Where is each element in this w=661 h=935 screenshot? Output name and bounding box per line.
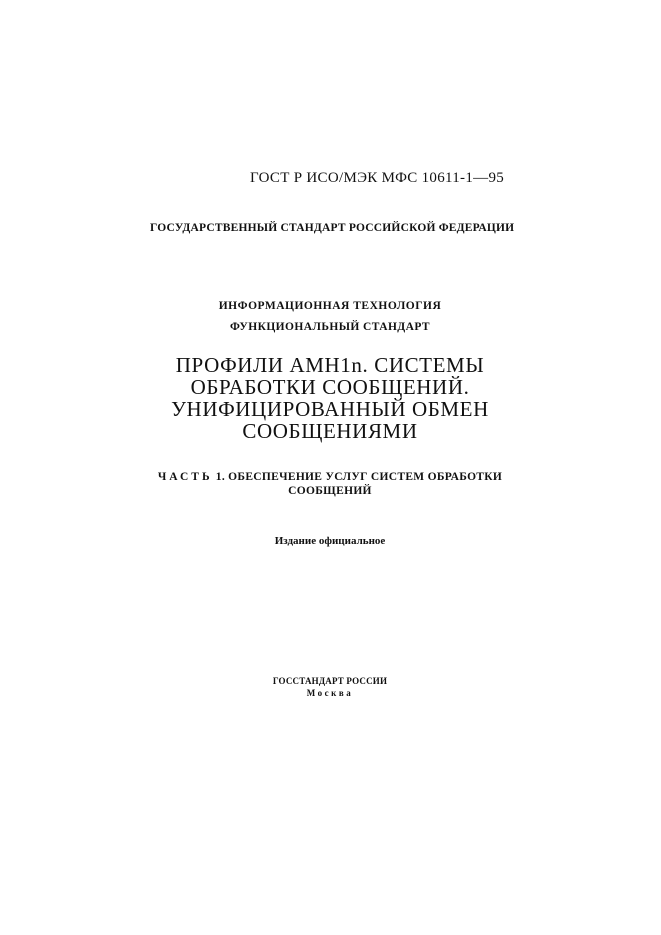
part-text-line-1: 1. ОБЕСПЕЧЕНИЕ УСЛУГ СИСТЕМ ОБРАБОТКИ (215, 471, 503, 483)
standard-type-heading: ГОСУДАРСТВЕННЫЙ СТАНДАРТ РОССИЙСКОЙ ФЕДЕРАЦИИ (150, 222, 515, 234)
document-title (130, 354, 530, 442)
standard-code: ГОСТ Р ИСО/МЭК МФС 10611-1—95 (250, 170, 505, 186)
title-line-1: ПРОФИЛИ АМН1n. СИСТЕМЫ (175, 353, 485, 377)
edition-note: Издание официальное (274, 535, 386, 547)
title-line-3: УНИФИЦИРОВАННЫЙ ОБМЕН (171, 397, 489, 421)
publisher-name: ГОССТАНДАРТ РОССИИ (272, 676, 388, 686)
title-line-4: СООБЩЕНИЯМИ (242, 419, 418, 443)
part-heading-line-1 (130, 470, 530, 484)
subtitle-functional-standard: ФУНКЦИОНАЛЬНЫЙ СТАНДАРТ (230, 321, 430, 333)
subtitle-information-technology: ИНФОРМАЦИОННАЯ ТЕХНОЛОГИЯ (218, 300, 442, 312)
publisher-city: Москва (306, 688, 354, 698)
title-line-2: ОБРАБОТКИ СООБЩЕНИЙ. (190, 375, 470, 399)
part-label: ЧАСТЬ (157, 471, 213, 483)
part-heading (130, 470, 530, 498)
part-text-line-2: СООБЩЕНИЙ (288, 485, 372, 497)
